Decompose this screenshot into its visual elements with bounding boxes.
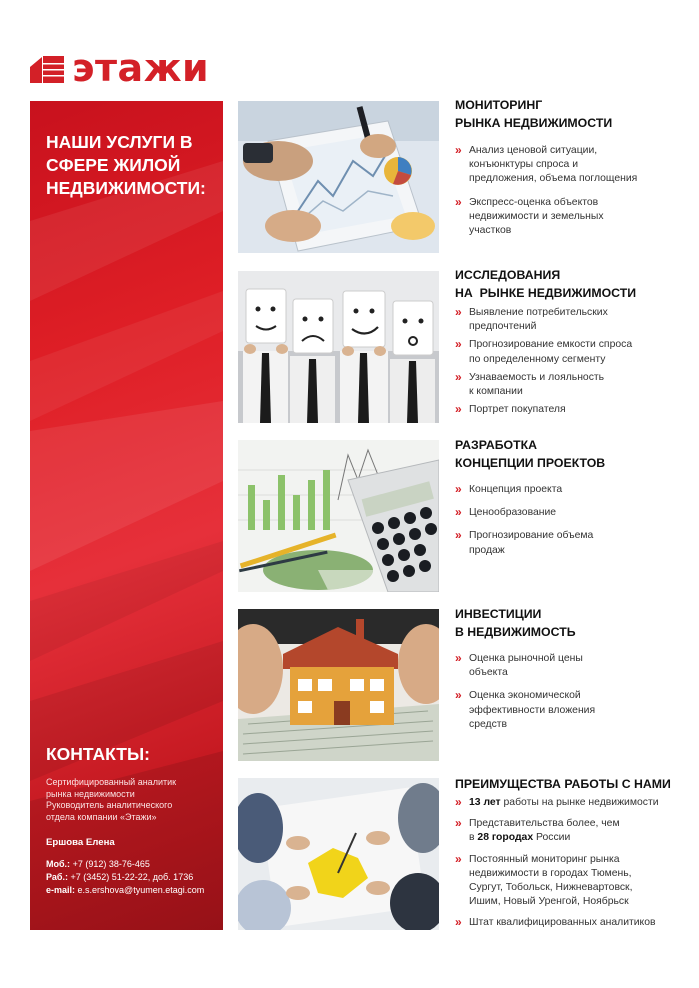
service-title [455, 436, 685, 472]
bullet-line: » Концепция проекта [469, 484, 563, 495]
house-on-money-photo [238, 609, 439, 761]
bullet-item [455, 529, 685, 557]
service-title-line: ИССЛЕДОВАНИЯ [455, 268, 561, 282]
calculator-charts-photo [238, 440, 439, 592]
contact-role-line: Сертифицированный аналитик [46, 777, 177, 787]
team-map-photo [238, 778, 439, 930]
bullet-line: предложения, объема поглощения [469, 173, 638, 185]
bullet-item [455, 144, 685, 187]
bullet-line: » Штат квалифицированных аналитиков [469, 917, 656, 929]
bullet-item [455, 403, 685, 417]
bullet-item [455, 371, 685, 399]
service-bullets [455, 652, 685, 732]
contact-mobile [46, 858, 204, 871]
email-link[interactable]: e.s.ershova@tyumen.etagi.com [77, 885, 205, 895]
service-title-line: НА РЫНКЕ НЕДВИЖИМОСТИ [455, 286, 637, 300]
bullet-line: к компании [469, 386, 523, 398]
work-label: Раб.: [46, 872, 68, 882]
bullet-item [455, 652, 685, 680]
service-bullets [455, 483, 685, 558]
work-phone[interactable]: +7 (3452) 51-22-22, доб. 1736 [70, 872, 194, 882]
bullet-item [455, 338, 685, 366]
bullet-line: » Ценообразование [469, 507, 557, 519]
bullet-line: эффективности вложения [469, 704, 596, 716]
bullet-line: предпочтений [469, 321, 537, 333]
bullet-line: недвижимости в городах Тюмень, [469, 867, 632, 879]
service-research [455, 266, 685, 422]
bullet-line: » Представительства более, чем [469, 818, 620, 830]
bullet-item [455, 306, 685, 334]
mobile-phone[interactable]: +7 (912) 38-76-465 [72, 859, 150, 869]
bullet-item [455, 853, 685, 910]
service-bullets [455, 306, 685, 417]
service-bullets [455, 796, 685, 931]
bullet-line: объекта [469, 667, 508, 679]
bullet-item [455, 796, 685, 810]
service-concept [455, 436, 685, 563]
contact-role [46, 777, 218, 823]
company-logo [30, 46, 210, 90]
bullet-item [455, 506, 685, 520]
service-bullets [455, 144, 685, 238]
bullet-line: средств [469, 718, 508, 730]
bullet-line: продаж [469, 544, 505, 556]
bullet-line: » Узнаваемость и лояльность [469, 371, 605, 383]
contacts-title: КОНТАКТЫ: [46, 744, 150, 764]
contact-name: Ершова Елена [46, 837, 115, 848]
service-title-line: МОНИТОРИНГ [455, 98, 543, 112]
bullet-line: » Постоянный мониторинг рынка [469, 853, 620, 865]
service-title-line: В НЕДВИЖИМОСТЬ [455, 625, 576, 639]
services-side-panel [30, 101, 223, 930]
logo-wordmark: этажи [72, 46, 210, 90]
bullet-item [455, 689, 685, 732]
bullet-line: » Портрет покупателя [469, 404, 566, 416]
bullet-line: » 13 лет работы на рынке недвижимости [469, 797, 659, 808]
bullet-line: » Прогнозирование емкости спроса [469, 339, 633, 351]
service-title-line: ИНВЕСТИЦИИ [455, 607, 542, 621]
bullet-item [455, 817, 685, 845]
building-logo-icon [30, 53, 64, 83]
bullet-line: Сургут, Тобольск, Нижневартовск, [469, 882, 633, 894]
bullet-line: » Оценка экономической [469, 690, 581, 702]
bullet-line: участков [469, 225, 512, 237]
contact-role-line: отдела компании «Этажи» [46, 811, 157, 822]
contact-role-line: рынка недвижимости [46, 788, 135, 799]
bullet-item [455, 483, 685, 497]
contact-email [46, 884, 204, 897]
people-faces-photo [238, 271, 439, 423]
bullet-line: » Выявление потребительских [469, 307, 608, 318]
service-title-line: КОНЦЕПЦИИ ПРОЕКТОВ [455, 456, 606, 470]
bullet-line: » Анализ ценовой ситуации, [469, 145, 598, 156]
bullet-item [455, 196, 685, 239]
service-title-line: РАЗРАБОТКА [455, 438, 538, 452]
tablet-chart-photo [238, 101, 439, 253]
bullet-line: недвижимости и земельных [469, 210, 604, 222]
service-title [455, 266, 685, 302]
service-monitoring [455, 96, 685, 243]
service-title [455, 96, 685, 132]
bullet-line: в 28 городах России [469, 832, 571, 844]
bullet-line: » Оценка рыночной цены [469, 653, 583, 664]
bullet-item [455, 916, 685, 930]
bullet-line: конъюнктуры спроса и [469, 159, 579, 171]
service-title-line: ПРЕИМУЩЕСТВА РАБОТЫ С НАМИ [455, 777, 671, 791]
service-investments [455, 605, 685, 737]
bullet-line: » Экспресс-оценка объектов [469, 196, 599, 208]
bullet-line: по определенному сегменту [469, 353, 606, 365]
contact-work [46, 871, 204, 884]
service-advantages [455, 775, 685, 936]
service-title [455, 605, 685, 641]
service-title [455, 775, 685, 793]
email-label: e-mail: [46, 885, 76, 895]
bullet-line: Ишим, Новый Уренгой, Ноябрьск [469, 896, 629, 908]
contact-role-line: Руководитель аналитического [46, 800, 173, 810]
bullet-line: » Прогнозирование объема [469, 530, 594, 542]
panel-heading: НАШИ УСЛУГИ В СФЕРЕ ЖИЛОЙ НЕДВИЖИМОСТИ: [46, 132, 206, 198]
contact-details [46, 858, 204, 897]
mobile-label: Моб.: [46, 859, 71, 869]
service-title-line: РЫНКА НЕДВИЖИМОСТИ [455, 116, 613, 130]
